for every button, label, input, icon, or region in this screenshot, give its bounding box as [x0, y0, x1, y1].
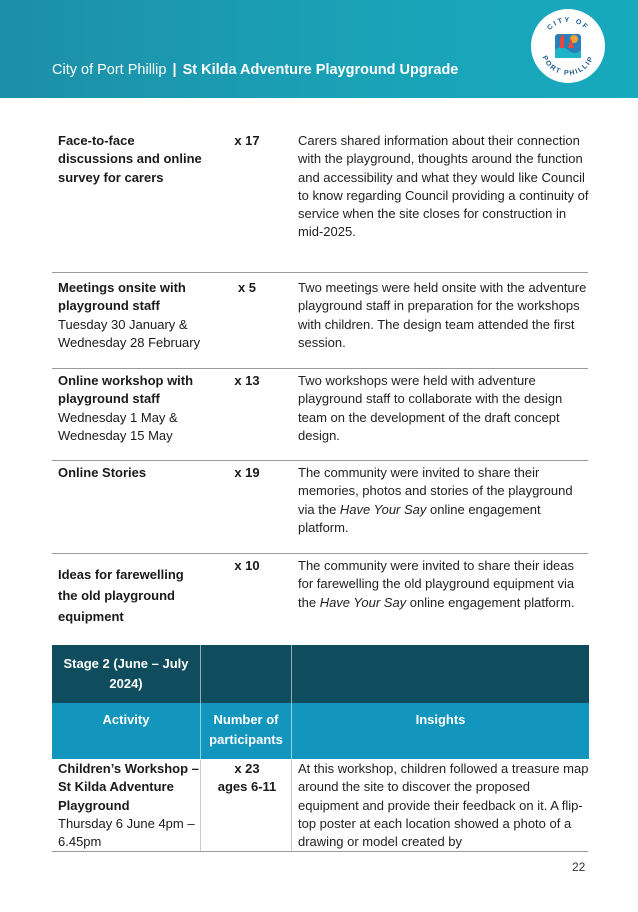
participants-count: x 5	[237, 280, 257, 295]
city-of-port-phillip-logo-icon	[530, 8, 606, 84]
activity-cell	[58, 464, 203, 482]
svg-text:CITY OF: CITY OF	[546, 16, 590, 32]
stage-label: Stage 2 (June – July 2024)	[63, 656, 189, 691]
header-document-title: St Kilda Adventure Playground Upgrade	[182, 62, 459, 78]
activity-date: Thursday 6 June 4pm – 6.45pm	[58, 815, 195, 850]
column-divider	[200, 703, 201, 759]
column-header-activity: Activity	[102, 712, 150, 727]
insights-text: Two workshops were held with adventure playground staff to collaborate with the design team on the development of the draft concept design.	[298, 373, 563, 443]
header-separator: |	[172, 62, 177, 78]
row-divider	[52, 368, 588, 369]
page-header	[0, 0, 638, 98]
insights-text: The community were invited to share their ideas for farewelling the old playground equipment via the Have Your Say online engagement platform.	[298, 558, 575, 610]
participants-count: x 19	[234, 465, 260, 480]
participants-count: x 13	[234, 373, 260, 388]
column-divider	[291, 703, 292, 759]
column-divider	[200, 645, 201, 703]
header-title	[52, 62, 458, 78]
insights-text: The community were invited to share their memories, photos and stories of the playground via the Have Your Say online engagement platform.	[298, 465, 573, 535]
activity-title: Face-to-face discussions and online survey for carers	[58, 133, 202, 185]
header-org: City of Port Phillip	[52, 62, 167, 78]
activity-cell	[58, 760, 203, 851]
participants-count: x 23 ages 6-11	[217, 761, 277, 795]
activity-cell	[58, 372, 203, 445]
participants-count: x 17	[234, 133, 260, 148]
svg-text:PORT PHILLIP: PORT PHILLIP	[540, 54, 596, 78]
activity-title: Online workshop with playground staff	[58, 373, 194, 407]
column-divider	[291, 645, 292, 703]
activity-title: Ideas for farewelling the old playground equipment	[58, 567, 184, 624]
insights-text: At this workshop, children followed a treasure map around the site to discover the proposed equipment and provide their feedback on it. A flip-top poster at each location showed a photo of a drawing or model created by	[298, 761, 589, 850]
column-divider	[200, 760, 201, 851]
activity-title: Meetings onsite with playground staff	[58, 280, 186, 314]
activity-title: Online Stories	[58, 465, 147, 480]
column-divider	[291, 760, 292, 851]
column-header-insights: Insights	[415, 712, 466, 727]
activity-cell	[58, 564, 203, 627]
stage-2-header	[52, 645, 589, 703]
row-divider	[52, 851, 588, 852]
page-number: 22	[572, 860, 586, 874]
column-header-participants: Number of participants	[209, 712, 283, 747]
row-divider	[52, 272, 588, 273]
row-divider	[52, 460, 588, 461]
table-header	[52, 703, 589, 759]
insights-text: Carers shared information about their connection with the playground, thoughts around the function and accessibility and what they would like Council to know regarding Council providing a continuity of service when the site closes for construction in mid-2025.	[298, 133, 589, 240]
insights-text: Two meetings were held onsite with the adventure playground staff in preparation for the workshops with children. The design team attended the first session.	[298, 280, 587, 350]
activity-cell	[58, 279, 203, 352]
activity-date: Wednesday 1 May & Wednesday 15 May	[58, 409, 178, 443]
participants-count: x 10	[234, 558, 260, 573]
row-divider	[52, 553, 588, 554]
activity-date: Tuesday 30 January & Wednesday 28 February	[58, 316, 201, 350]
activity-cell	[58, 132, 203, 187]
activity-title: Children’s Workshop – St Kilda Adventure Playground	[58, 761, 199, 813]
